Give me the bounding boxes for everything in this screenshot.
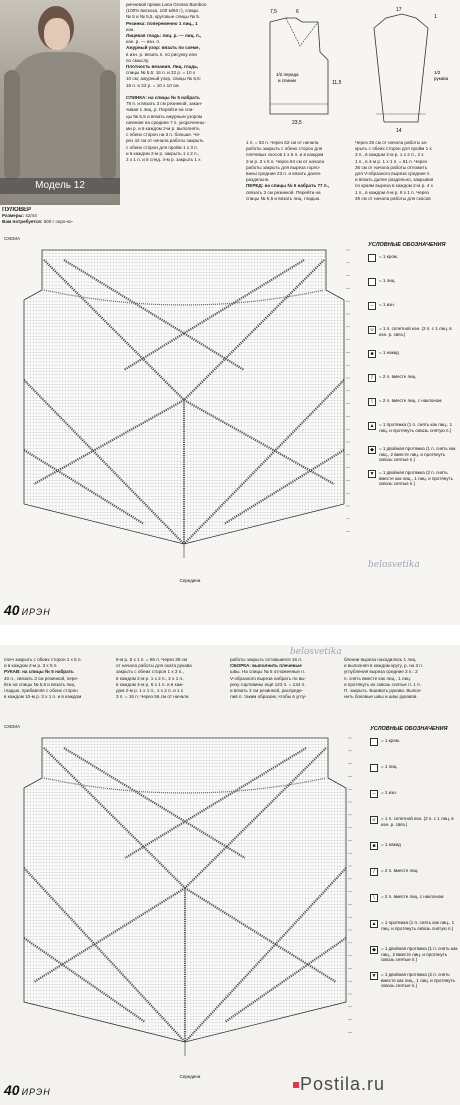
- front-back-schematic: [250, 4, 350, 136]
- model-label: Модель 12: [0, 178, 120, 194]
- site-name: Postila.ru: [300, 1074, 386, 1094]
- col2-line: начиная на средине 7 п. укороченны-: [126, 119, 206, 125]
- magazine-brand-1: ИРЭН: [21, 607, 51, 617]
- col3-line: ПЕРЕД: на спицы № 5 набрать 77 п.,: [246, 183, 330, 189]
- stitch-symbol-icon: [368, 278, 376, 286]
- need-value: 500 г серо-ко-: [43, 219, 74, 225]
- legend-item-text: = 1 двойная протяжка (2 п. снять вместе как лиц., 1 лиц. и протянуть сквозь снятые п.): [379, 470, 453, 486]
- bcol1-line: 40 п., связать 3 см резинкой, пере-: [4, 675, 79, 681]
- legend-item: [370, 972, 458, 989]
- schematic1-n3: 11,5: [332, 80, 342, 86]
- col2-line: (100% вискоза, 100 м/50 г), спицы: [126, 8, 199, 14]
- col2-line: с обеих сторон для пройм 1 х 3 п.: [126, 144, 198, 150]
- col2-line: Лицевая гладь: лиц. р. — лиц. п.,: [126, 33, 202, 39]
- bcol2-line: дом 2-м р. 1 х 1 п., 1 х 2 п. и 1 х: [116, 688, 184, 694]
- col4-line: 36 см от начала работы отложить: [355, 164, 428, 170]
- col2-line: цы № 5,5 и вязать ажурным узором: [126, 113, 203, 119]
- bcol4-line: и протянуть их сквозь снятые п. 1 п.: [344, 681, 421, 687]
- legend-item-text: = 1 протяжка (1 п. снять как лиц., 1 лиц. и протянуть сквозь снятую п.): [381, 920, 455, 931]
- page-number-1: 40: [4, 602, 20, 618]
- text-column-3: [246, 140, 352, 230]
- bcol1-line: РУКАВ: на спицы № 5 набрать: [4, 669, 74, 675]
- bcol3-line: V-образного выреза набрать по вы-: [230, 675, 306, 681]
- left-arm-shape: [4, 70, 20, 180]
- logo-dot-icon: [293, 1082, 299, 1088]
- col4-line: 49 см от начала работы для скосов: [355, 195, 431, 201]
- col2-line: 2 х 1 п. и в след. 4-м р. закрыть 1 х: [126, 157, 201, 163]
- col4-line: для V-образного выреза средние п.: [355, 171, 431, 177]
- need-label: Вам потребуется:: [2, 219, 43, 225]
- legend-item-text: = 1 п. сплетной изн. (2 п. с 1 лиц. в изн. р. связ.): [379, 326, 452, 337]
- schematic1-n6: 23,5: [292, 120, 302, 126]
- bcol3-line: и вязать 3 см резинкой, распреде-: [230, 688, 304, 694]
- col2-line: изн.: [126, 26, 135, 32]
- text-column-2: [126, 2, 244, 232]
- stitch-symbol-icon: ▼: [371, 973, 377, 979]
- right-arm-shape: [100, 70, 116, 180]
- legend-item-text: = 2 п. вместе лиц.: [381, 868, 419, 873]
- schematic1-n1: 7,5: [270, 9, 277, 15]
- stitch-symbol-icon: ◆: [370, 946, 378, 954]
- col2-line: в изн. р. вязать п. по рисунку или: [126, 51, 197, 57]
- bcol2-line: закрыть с обеих сторон 1 х 3 п.,: [116, 669, 184, 675]
- legend-item: [368, 398, 458, 406]
- col4-line: Через 25 см от начала работы за-: [355, 140, 428, 145]
- bcol2-line: в каждом 2-м р. 1 х 2 п., 2 х 1 п.,: [116, 675, 185, 681]
- schematic2-n5: 14: [396, 128, 402, 134]
- bottom-text-col-4: [344, 657, 456, 707]
- sleeve-schematic: [356, 4, 458, 136]
- chart-grid: [4, 732, 366, 1072]
- stitch-symbol-icon: ◆: [368, 446, 376, 454]
- legend-item-text: = 2 п. вместе лиц. с наклоном: [379, 398, 442, 403]
- chart1-label: СХЕМА: [4, 236, 21, 241]
- legend-item: [368, 254, 458, 262]
- schematic2-n3: 1/2: [434, 70, 441, 75]
- legend-item: [368, 278, 458, 286]
- face-shape: [44, 18, 70, 50]
- legend-title: УСЛОВНЫЕ ОБОЗНАЧЕНИЯ: [368, 242, 446, 248]
- col4-line: 1 п., в 4-м р. 1 х 1 п. = 61 п. Через: [355, 158, 427, 164]
- chart-grid: [4, 244, 364, 574]
- legend-item: [368, 374, 458, 382]
- intro-block: [2, 207, 122, 226]
- stitch-symbol-icon: [368, 254, 376, 262]
- size-label: Размеры:: [2, 213, 24, 219]
- chart2-label: СХЕМА: [4, 724, 21, 729]
- bcol4-line: нить боковые швы и швы рукавов.: [344, 694, 418, 700]
- bottom-text-col-2: [116, 657, 226, 707]
- legend2-title: УСЛОВНЫЕ ОБОЗНАЧЕНИЯ: [370, 726, 448, 732]
- col2-line: спицы № 5,5: 16 п. и 22 р. = 10 х: [126, 70, 196, 76]
- legend-item-text: = 1 лиц.: [379, 278, 396, 283]
- legend-item: [370, 920, 458, 931]
- col2-line: с обеих сторон на 3 п. больше. Че-: [126, 132, 201, 138]
- legend-item-text: = 1 двойная протяжка (2 п. снять вместе как лиц., 1 лиц. и протянуть сквозь снятые п.): [381, 972, 455, 988]
- stitch-symbol-icon: ■: [370, 842, 378, 850]
- col2-line: 16 п. и 23 р. = 10 х 10 см.: [126, 82, 180, 88]
- bcol2-line: от начала работы для оката рукава: [116, 663, 192, 669]
- stitch-symbol-icon: \: [368, 398, 376, 406]
- site-logo[interactable]: [292, 1074, 385, 1095]
- stitch-symbol-icon: /: [368, 374, 376, 382]
- legend-panel: [368, 242, 458, 542]
- col2-line: ричневой пряжи Lana Grossa Bamboo: [126, 2, 207, 7]
- stitch-symbol-icon: ∪: [370, 816, 378, 824]
- schematic2-n2: 1: [434, 14, 437, 20]
- col3-line: связать 3 см резинкой. Перейти на: [246, 189, 321, 195]
- legend-item: [368, 326, 458, 337]
- stitch-symbol-icon: –: [368, 302, 376, 310]
- col3-line: работы закрыть с обеих сторон для: [246, 146, 323, 152]
- bcol3-line: резу горловины ещё 123 п. = 134 п.: [230, 681, 306, 687]
- legend-item-text: = 1 лиц.: [381, 764, 398, 769]
- bcol2-line: в каждом 4-м р. 6 х 1 п. и в каж-: [116, 681, 184, 687]
- legend-item: [370, 868, 458, 876]
- col2-line: СПИНКА: на спицы № 5 набрать: [126, 95, 200, 101]
- bcol4-line: П. закрыть. Вшивать рукава. Выпол-: [344, 688, 422, 694]
- stitch-symbol-icon: ▲: [369, 423, 375, 429]
- stitch-symbol-icon: –: [370, 790, 378, 798]
- model-photo: [0, 0, 120, 205]
- schematic2-n4: рукава: [434, 76, 449, 81]
- page-footer-2: [4, 1082, 51, 1098]
- legend-item-text: = 1 кром.: [381, 738, 400, 743]
- col2-line: ми р. и в каждом 2-м р. выполнять: [126, 126, 200, 132]
- schematic1-n4: 1/2 переда: [276, 72, 299, 77]
- chart2-middle-label: Середина: [179, 1074, 201, 1079]
- legend-item-text: = 1 кром.: [379, 254, 398, 259]
- legend-item-text: = 2 п. вместе лиц.: [379, 374, 417, 379]
- legend-item-text: = 1 двойная протяжка (1 п. снять как лиц., 2 вместе лиц. и протянуть сквозь снятые п.): [379, 446, 456, 462]
- stitch-symbol-icon: ∪: [368, 326, 376, 334]
- col2-line: 79 п. и вязать 3 см резинкой, закан-: [126, 101, 203, 107]
- legend-item-text: = 1 двойная протяжка (1 п. снять как лиц., 2 вместе лиц. и протянуть сквозь снятые п.): [381, 946, 458, 962]
- knitting-chart-1: [4, 244, 364, 574]
- bottom-text-col-1: [4, 657, 112, 707]
- bcol1-line: и в каждом 2-м р. 3 х 5 п.: [4, 663, 58, 669]
- col4-line: по краям выреза в каждом 2-м р. 4 х: [355, 183, 433, 189]
- col2-line: по смыслу.: [126, 57, 150, 63]
- magazine-brand-2: ИРЭН: [21, 1087, 51, 1097]
- legend-item: [370, 842, 458, 850]
- stitch-symbol-icon: ■: [368, 350, 376, 358]
- legend-item-text: = 1 накид: [381, 842, 401, 847]
- bcol4-line: п. снять вместе как лиц., 1 лиц.: [344, 675, 412, 681]
- schematic1-n2: 6: [296, 9, 299, 15]
- legend-item: [370, 738, 458, 746]
- schematic1-n5: и спинки: [278, 78, 296, 83]
- watermark-2: belosvetika: [290, 647, 342, 657]
- watermark: belosvetika: [368, 560, 420, 570]
- col3-line: 1 п. = 63 п. Через 62 см от начала: [246, 140, 319, 145]
- legend-item-text: = 1 изн.: [379, 302, 395, 307]
- col3-line: спицы № 5,5 и вязать лиц. гладью.: [246, 195, 321, 201]
- legend-item: [370, 816, 458, 827]
- stitch-symbol-icon: /: [370, 868, 378, 876]
- bcol1-line: плеч закрыть с обеих сторон 1 х 5 п.: [4, 657, 82, 662]
- magazine-page-bottom-chart: [0, 718, 460, 1105]
- legend-item-text: = 1 протяжка (1 п. снять как лиц., 1 лиц. и протянуть сквозь снятую п.): [379, 422, 453, 433]
- size-value: 42/44: [25, 213, 37, 219]
- legend-item: [370, 894, 458, 902]
- schematic2-n1: 17: [396, 7, 402, 13]
- chart1-middle-label: Середина: [179, 578, 201, 583]
- col4-line: 3 п., в каждом 2-м р. 1 х 2 п., 2 х: [355, 152, 424, 158]
- bcol2-line: 3 п. = 16 п. Через 56 см от начала: [116, 694, 189, 700]
- col4-line: 1 п., в каждом 4-м р. 8 х 1 п. Через: [355, 189, 429, 195]
- knitting-chart-2: [4, 732, 366, 1072]
- intro-title: ПУЛОВЕР: [2, 207, 32, 213]
- bcol4-line: блении выреза находилась 1 лиц.: [344, 657, 417, 662]
- legend-item-text: = 1 изн.: [381, 790, 397, 795]
- col2-line: № 5 и № 5,5, круговые спицы № 5.: [126, 14, 201, 20]
- bcol3-line: швы. На спицы № 5 отложенные п.: [230, 669, 306, 675]
- legend-item: [368, 350, 458, 358]
- bcol4-line: углубления выреза средние 3 п.: 2: [344, 669, 418, 675]
- col3-line: 2-м р. 3 х 5 п. Через 64 см от начала: [246, 158, 325, 164]
- legend-item-text: = 1 п. сплетной изн. (2 п. с 1 лиц. в изн. р. связ.): [381, 816, 454, 827]
- stitch-symbol-icon: \: [370, 894, 378, 902]
- bcol1-line: гладью, прибавляя с обеих сторон: [4, 688, 78, 694]
- bcol4-line: и выполняя в каждом кругу. р. на 3 п.: [344, 663, 424, 669]
- col2-line: 10 см; ажурный узор, спицы № 5,5:: [126, 76, 201, 82]
- col2-line: изн. р. — изн. п.: [126, 39, 161, 45]
- text-column-4: [355, 140, 459, 230]
- col4-line: крыть с обеих сторон для пройм 1 х: [355, 146, 432, 152]
- col2-line: Ажурный узор: вязать по схеме,: [126, 45, 200, 51]
- bottom-text-col-3: [230, 657, 340, 707]
- bcol2-line: 8-м р. 5 х 1 п. = 56 п. Через 38 см: [116, 657, 188, 662]
- legend-item: [368, 446, 458, 463]
- bcol3-line: СБОРКА: выполнить плечевые: [230, 663, 302, 669]
- stitch-symbol-icon: ▲: [371, 921, 377, 927]
- col3-line: плечевых скосов 1 х 5 п. и в каждом: [246, 152, 324, 158]
- page-number-2: 40: [4, 1082, 20, 1098]
- legend-item: [368, 422, 458, 433]
- col3-line: работы закрыть для выреза горло-: [246, 164, 321, 170]
- legend-item: [368, 302, 458, 310]
- legend-panel-2: [370, 726, 458, 1046]
- bcol1-line: йти на спицы № 5,5 и вязать лиц.: [4, 681, 76, 687]
- bcol1-line: в каждом 10-м р. 3 х 1 п. и в каждом: [4, 694, 82, 700]
- col3-line: вины средние 23 п. и вязать далее: [246, 171, 321, 177]
- legend-item-text: = 1 накид: [379, 350, 399, 355]
- legend-item: [368, 470, 458, 487]
- col2-line: Резинка: попеременно 1 лиц., 1: [126, 20, 198, 26]
- col2-line: рез 42 см от начала работы закрыть: [126, 138, 204, 144]
- col3-line: раздельно.: [246, 177, 270, 183]
- stitch-symbol-icon: [370, 738, 378, 746]
- stitch-symbol-icon: [370, 764, 378, 772]
- bcol3-line: работы закрыть оставшиеся 16 п.: [230, 657, 303, 662]
- col2-line: чивая 1 лиц. р. Перейти на спи-: [126, 107, 194, 113]
- legend-item-text: = 2 п. вместе лиц. с наклоном: [381, 894, 444, 899]
- legend-item: [370, 790, 458, 798]
- bcol3-line: лив п. таким образом, чтобы в углу-: [230, 694, 307, 700]
- legend-item: [370, 764, 458, 772]
- stitch-symbol-icon: ▼: [369, 471, 375, 477]
- col2-line: и в каждом 2-м р. закрыть 1 х 2 п.,: [126, 150, 200, 156]
- col4-line: и вязать далее раздельно, закрывая: [355, 177, 434, 183]
- col2-line: Плотность вязания. Лиц. гладь,: [126, 64, 199, 70]
- page-footer-1: [4, 602, 51, 618]
- legend-item: [370, 946, 458, 963]
